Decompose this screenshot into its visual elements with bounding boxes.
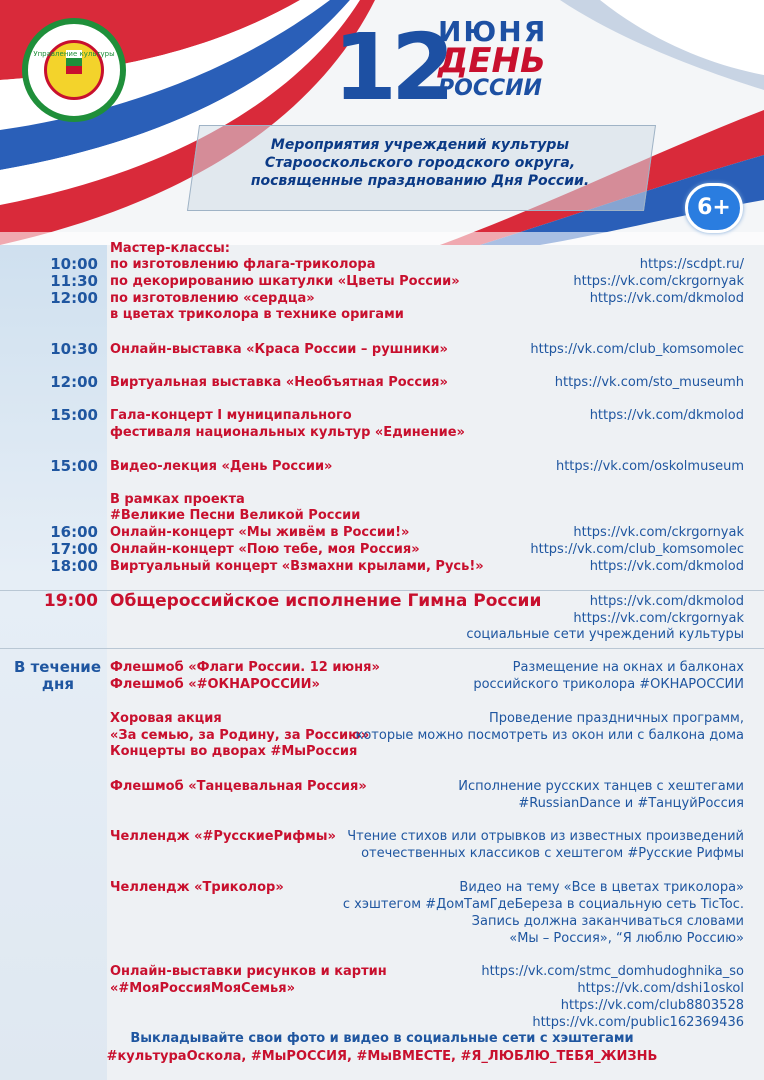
event-link: социальные сети учреждений культуры — [466, 627, 744, 642]
event-title: Флешмоб «Флаги России. 12 июня» — [110, 660, 380, 675]
anthem-time: 19:00 — [43, 591, 98, 611]
event-link[interactable]: https://vk.com/dkmolod — [589, 408, 744, 423]
event-description: Запись должна заканчиваться словами — [471, 914, 744, 929]
event-title: Гала-концерт I муниципального — [110, 408, 352, 423]
header-banner — [0, 0, 764, 245]
event-title: в цветах триколора в технике оригами — [110, 307, 404, 322]
event-link[interactable]: https://vk.com/ckrgornyak — [573, 274, 744, 289]
event-time: 10:30 — [50, 340, 98, 358]
event-title: Флешмоб «#ОКНАРОССИИ» — [110, 677, 320, 692]
event-title: Хоровая акция — [110, 711, 222, 726]
event-link[interactable]: https://vk.com/club_komsomolec — [530, 342, 744, 357]
holiday-title-line1: ДЕНЬ — [438, 41, 546, 81]
event-time: 15:00 — [50, 406, 98, 424]
event-title: Челлендж «Триколор» — [110, 880, 284, 895]
event-description: «Мы – Россия», “Я люблю Россию» — [509, 931, 744, 946]
event-time: 11:30 — [50, 272, 98, 290]
event-description: Проведение праздничных программ, — [488, 711, 744, 726]
event-title: Виртуальный концерт «Взмахни крылами, Русь!» — [110, 559, 484, 574]
page-title — [200, 136, 640, 190]
date-month: ИЮНЯ — [438, 15, 548, 48]
event-link[interactable]: https://vk.com/dshi1oskol — [577, 981, 744, 996]
masterclass-title: Мастер-классы: — [110, 241, 230, 256]
footer-hashtags: #культураОскола, #МыРОССИЯ, #МыВМЕСТЕ, #Я_ЛЮБЛЮ_ТЕБЯ_ЖИЗНЬ — [106, 1049, 658, 1064]
event-link[interactable]: https://vk.com/stmc_domhudoghnika_so — [481, 964, 744, 979]
event-link[interactable]: https://vk.com/public162369436 — [532, 1015, 744, 1030]
title-line: Мероприятия учреждений культуры — [270, 137, 570, 153]
event-description: Видео на тему «Все в цветах триколора» — [459, 880, 744, 895]
event-title: Онлайн-выставка «Краса России – рушники» — [110, 342, 448, 357]
event-time: 12:00 — [50, 289, 98, 307]
event-title: «#МояРоссияМояСемья» — [110, 981, 295, 996]
event-title: по изготовлению «сердца» — [110, 291, 315, 306]
event-title: Онлайн-выставки рисунков и картин — [110, 964, 387, 979]
event-description: российского триколора #ОКНАРОССИИ — [473, 677, 744, 692]
divider — [0, 648, 764, 649]
footer-call-to-action: Выкладывайте свои фото и видео в социальные сети с хэштегами — [130, 1031, 634, 1046]
event-link[interactable]: https://vk.com/ckrgornyak — [573, 611, 744, 626]
event-title: Челлендж «#РусскиеРифмы» — [110, 829, 336, 844]
event-link[interactable]: https://vk.com/dkmolod — [589, 559, 744, 574]
daylong-label: дня — [41, 675, 74, 693]
title-line: Старооскольского городского округа, — [264, 155, 576, 171]
event-title: Видео-лекция «День России» — [110, 459, 333, 474]
event-link[interactable]: https://vk.com/oskolmuseum — [555, 459, 744, 474]
logo-text: Управление культуры — [33, 50, 115, 58]
project-title: В рамках проекта — [110, 492, 245, 507]
event-title: «За семью, за Родину, за Россию» — [110, 728, 370, 743]
event-title: по изготовлению флага-триколора — [110, 257, 376, 272]
event-time: 12:00 — [50, 373, 98, 391]
event-time: 18:00 — [50, 557, 98, 575]
event-title: Флешмоб «Танцевальная Россия» — [110, 779, 367, 794]
event-link[interactable]: https://vk.com/sto_museumh — [554, 375, 744, 390]
event-description: Чтение стихов или отрывков из известных произведений — [347, 829, 744, 844]
event-description: #RussianDance и #ТанцуйРоссия — [518, 796, 744, 811]
project-title: #Великие Песни Великой России — [110, 508, 361, 523]
event-title: Концерты во дворах #МыРоссия — [110, 744, 358, 759]
event-title: фестиваля национальных культур «Единение» — [110, 425, 465, 440]
event-link[interactable]: https://vk.com/club_komsomolec — [530, 542, 744, 557]
event-title: Виртуальная выставка «Необъятная Россия» — [110, 375, 448, 390]
event-title: по декорированию шкатулки «Цветы России» — [110, 274, 460, 289]
event-link[interactable]: https://vk.com/dkmolod — [589, 594, 744, 609]
event-time: 15:00 — [50, 457, 98, 475]
event-link[interactable]: https://vk.com/ckrgornyak — [573, 525, 744, 540]
culture-department-logo — [22, 18, 126, 122]
daylong-label: В течение — [13, 658, 101, 676]
holiday-title-line2: РОССИИ — [438, 76, 542, 101]
event-description: с хэштегом #ДомТамГдеБереза в социальную сеть TicToc. — [342, 897, 744, 912]
date-number: 12 — [333, 14, 450, 121]
event-link[interactable]: https://vk.com/dkmolod — [589, 291, 744, 306]
event-link[interactable]: https://scdpt.ru/ — [639, 257, 744, 272]
event-description: отечественных классиков с хештегом #Русские Рифмы — [361, 846, 744, 861]
event-title: Онлайн-концерт «Пою тебе, моя Россия» — [110, 542, 420, 557]
event-time: 10:00 — [50, 255, 98, 273]
age-rating-badge: 6+ — [685, 183, 743, 233]
title-line: посвященные празднованию Дня России. — [250, 173, 590, 189]
event-link[interactable]: https://vk.com/club8803528 — [560, 998, 744, 1013]
event-description: которые можно посмотреть из окон или с балкона дома — [355, 728, 744, 743]
event-time: 16:00 — [50, 523, 98, 541]
event-description: Исполнение русских танцев с хештегами — [458, 779, 744, 794]
anthem-title: Общероссийское исполнение Гимна России — [110, 591, 542, 611]
event-title: Онлайн-концерт «Мы живём в России!» — [110, 525, 410, 540]
event-time: 17:00 — [50, 540, 98, 558]
event-description: Размещение на окнах и балконах — [512, 660, 744, 675]
